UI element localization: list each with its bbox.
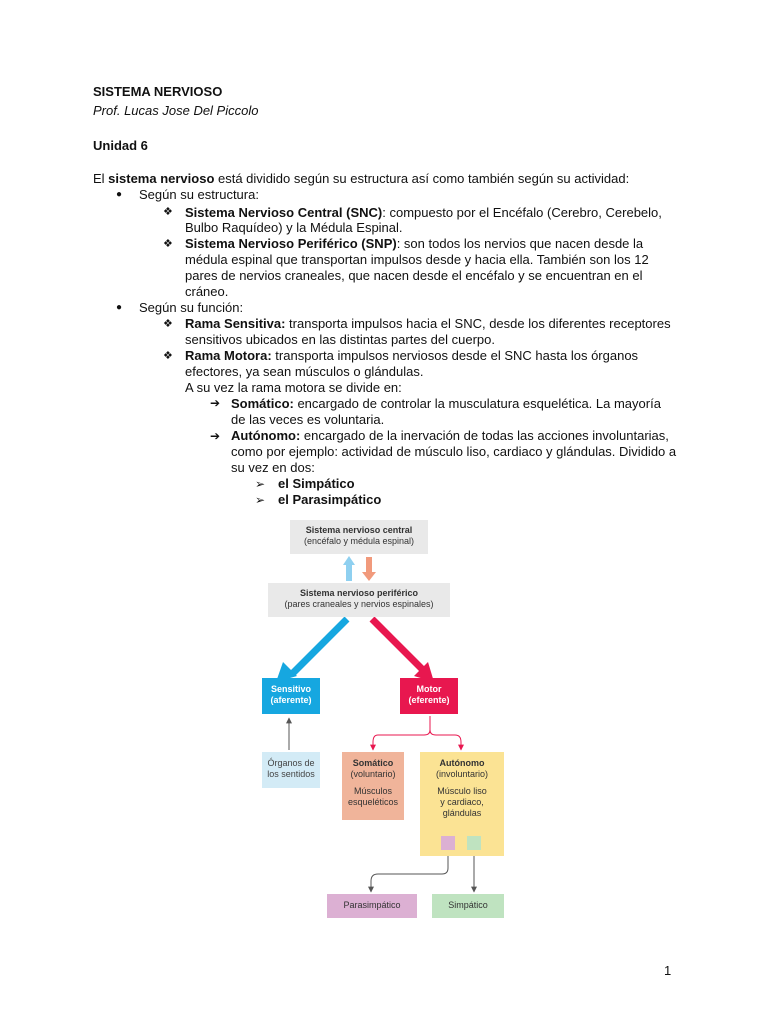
sensitiva-text: transporta impulsos hacia el SNC, desde los diferentes receptores: [285, 316, 671, 331]
organos-line2: los sentidos: [267, 769, 315, 779]
snp-box-title: Sistema nervioso periférico: [299, 588, 419, 598]
author-line: Prof. Lucas Jose Del Piccolo: [93, 103, 259, 118]
arrowhead-icon: ➢: [255, 493, 266, 507]
somatico-text: encargado de controlar la musculatura esquelética. La mayoría: [293, 396, 661, 411]
motor-to-somatic-arrow: [373, 716, 430, 750]
autonomo-line3: su vez en dos:: [231, 460, 315, 475]
organos-line1: Órganos de: [267, 758, 315, 768]
simpatico-box-label: Simpático: [448, 900, 488, 910]
autonomo-bold: Autónomo:: [231, 428, 301, 443]
snp-box-sub: (pares craneales y nervios espinales): [284, 599, 434, 609]
snc-bold: Sistema Nervioso Central (SNC): [185, 205, 383, 220]
snc-text: : compuesto por el Encéfalo (Cerebro, Cerebelo,: [382, 205, 662, 220]
para-swatch: [441, 836, 455, 850]
autonomo-text: encargado de la inervación de todas las acciones involuntarias,: [300, 428, 669, 443]
parasimpatico-box-label: Parasimpático: [343, 900, 401, 910]
snp-item-line2: médula espinal que transportan impulsos desde y hacia ella. También son los 12: [185, 252, 649, 267]
snc-item-line2: Bulbo Raquídeo) y la Médula Espinal.: [185, 220, 403, 235]
somatico-box-d1: Músculos: [353, 786, 392, 796]
sensitivo-title: Sensitivo: [270, 684, 311, 694]
motora-line3: A su vez la rama motora se divide en:: [185, 380, 402, 395]
motor-branch-arrow: [372, 619, 434, 682]
autonomo-box-d2: y cardiaco,: [440, 797, 484, 807]
somatico-bold: Somático:: [231, 396, 294, 411]
arrow-right-icon: ➔: [210, 396, 221, 410]
estructura-label: Según su estructura:: [139, 187, 259, 202]
box-simpatico: [432, 894, 504, 918]
sensitivo-sub: (aferente): [270, 695, 312, 705]
page-number: 1: [664, 963, 672, 978]
diamond-bullet-icon: ❖: [163, 206, 173, 218]
autonomo-box-title: Autónomo: [439, 758, 485, 768]
parasimpatico-item: el Parasimpático: [278, 492, 382, 507]
afferent-up-arrow: [343, 556, 355, 581]
motor-sub: (eferente): [408, 695, 450, 705]
motora-line2: efectores, ya sean músculos o glándulas.: [185, 364, 424, 379]
box-parasimpatico: [327, 894, 417, 918]
unit-heading: Unidad 6: [93, 138, 148, 153]
motor-to-autonomic-arrow: [430, 716, 461, 750]
sensitive-branch-arrow: [276, 619, 347, 682]
bullet-dot-icon: ●: [116, 189, 123, 200]
arrow-right-icon: ➔: [210, 429, 221, 443]
box-organos: [262, 752, 320, 788]
diamond-bullet-icon: ❖: [163, 238, 173, 250]
box-snp: [268, 583, 450, 617]
snp-text: : son todos los nervios que nacen desde la: [396, 236, 644, 251]
snc-box-title: Sistema nervioso central: [305, 525, 413, 535]
autonomo-box-d3: glándulas: [442, 808, 482, 818]
funcion-label: Según su función:: [139, 300, 244, 315]
bullet-dot-icon: ●: [116, 302, 123, 313]
intro-post: está dividido según su estructura así como también según su actividad:: [214, 171, 630, 186]
motora-bold: Rama Motora:: [185, 348, 272, 363]
autonomo-line2: como por ejemplo: actividad de músculo liso, cardiaco y glándulas. Dividido a: [231, 444, 677, 459]
efferent-down-arrow: [362, 557, 376, 581]
to-parasympathetic-arrow: [371, 850, 448, 892]
arrowhead-icon: ➢: [255, 477, 266, 491]
box-somatico: [342, 752, 404, 820]
box-motor: [400, 678, 458, 714]
snc-box-sub: (encéfalo y médula espinal): [303, 536, 415, 546]
sensitiva-bold: Rama Sensitiva:: [185, 316, 286, 331]
box-sensitivo: [262, 678, 320, 714]
diamond-bullet-icon: ❖: [163, 350, 173, 362]
box-snc: [290, 520, 428, 554]
intro-bold: sistema nervioso: [108, 171, 215, 186]
diamond-bullet-icon: ❖: [163, 318, 173, 330]
document-title: SISTEMA NERVIOSO: [93, 84, 223, 99]
motor-title: Motor: [416, 684, 442, 694]
snp-item-line4: cráneo.: [185, 284, 229, 299]
snp-item-line3: pares de nervios craneales, que nacen desde el encéfalo y se encuentran en el: [185, 268, 643, 283]
somatico-box-title: Somático: [352, 758, 394, 768]
sensitiva-line2: sensitivos ubicados en las distintas partes del cuerpo.: [185, 332, 496, 347]
somatico-line2: de las veces es voluntaria.: [231, 412, 385, 427]
autonomo-box-sub: (involuntario): [435, 769, 489, 779]
somatico-box-d2: esqueléticos: [347, 797, 399, 807]
simp-swatch: [467, 836, 481, 850]
intro-pre: El: [93, 171, 109, 186]
autonomo-box-d1: Músculo liso: [437, 786, 487, 796]
somatico-box-sub: (voluntario): [350, 769, 396, 779]
motora-text: transporta impulsos nerviosos desde el SNC hasta los órganos: [271, 348, 639, 363]
box-autonomo: [420, 752, 504, 856]
snp-bold: Sistema Nervioso Periférico (SNP): [185, 236, 397, 251]
simpatico-item: el Simpático: [278, 476, 355, 491]
